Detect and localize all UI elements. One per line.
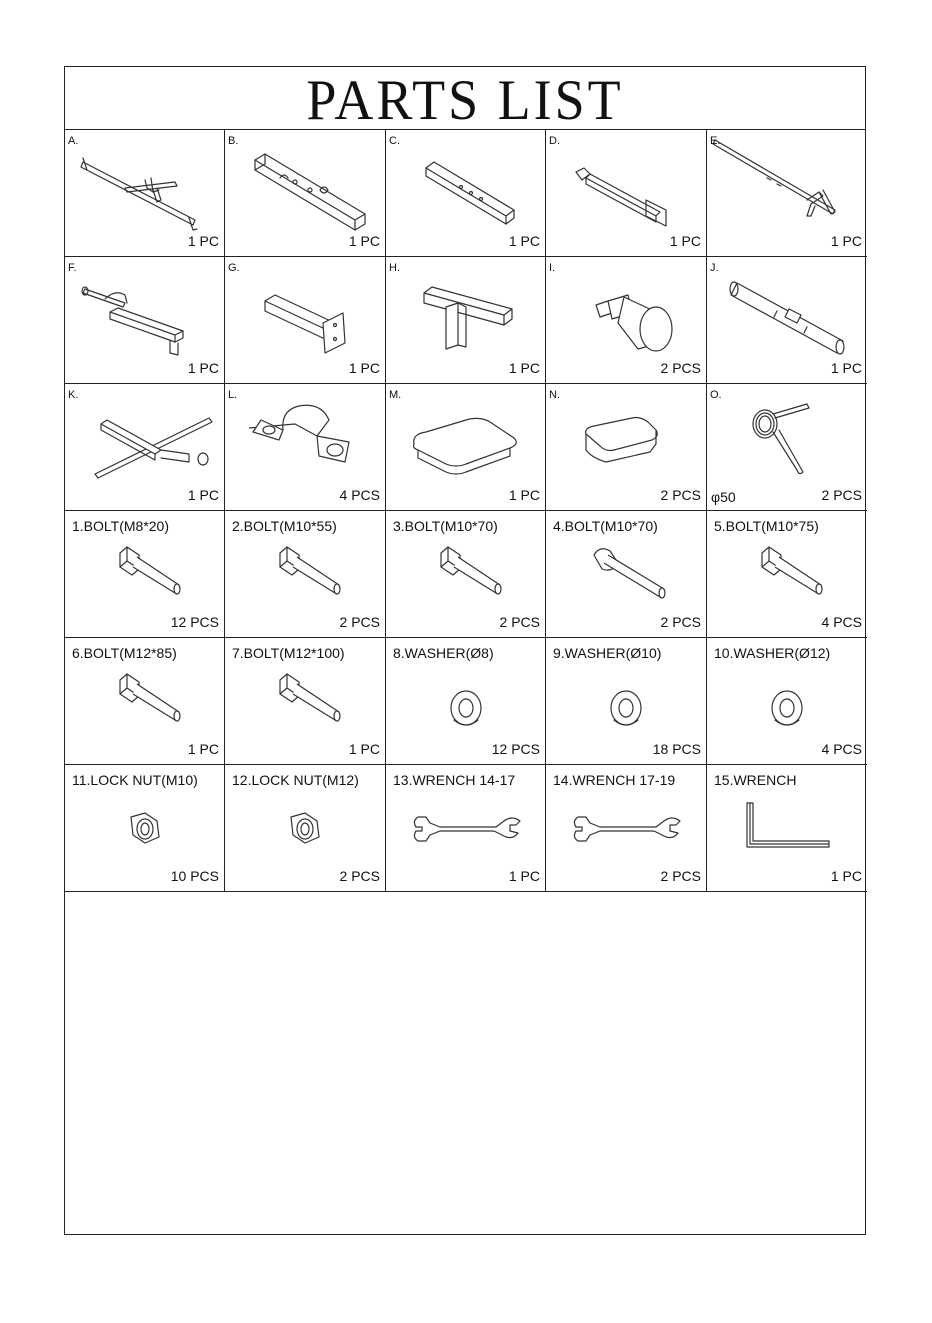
part-cell (65, 638, 225, 765)
part-quantity: 2 PCS (660, 360, 701, 376)
part-quantity: 1 PC (187, 360, 219, 376)
part-cell (225, 638, 386, 765)
part-cell (65, 257, 225, 384)
part-quantity: 10 PCS (170, 868, 219, 884)
part-cell (707, 130, 867, 257)
part-quantity: 4 PCS (339, 487, 380, 503)
title-row (65, 67, 865, 130)
part-cell (707, 638, 867, 765)
part-letter: K. (68, 389, 79, 401)
part-cell (225, 384, 386, 511)
part-quantity: 1 PC (508, 233, 540, 249)
part-quantity: 4 PCS (821, 614, 862, 630)
part-quantity: 1 PC (348, 360, 380, 376)
part-letter: H. (389, 262, 400, 274)
part-quantity: 1 PC (187, 487, 219, 503)
part-letter: M. (389, 389, 402, 401)
part-quantity: 2 PCS (660, 487, 701, 503)
part-name: 8.WASHER(Ø8) (393, 645, 494, 661)
part-cell (546, 765, 707, 892)
part-letter: F. (68, 262, 77, 274)
part-cell (546, 257, 707, 384)
part-quantity: 12 PCS (491, 741, 540, 757)
part-letter: B. (228, 135, 239, 147)
part-quantity: 2 PCS (821, 487, 862, 503)
part-quantity: 12 PCS (170, 614, 219, 630)
part-cell (386, 511, 546, 638)
part-letter: G. (228, 262, 240, 274)
part-quantity: 1 PC (187, 741, 219, 757)
part-quantity: 1 PC (508, 868, 540, 884)
part-letter: A. (68, 135, 79, 147)
part-quantity: 1 PC (830, 360, 862, 376)
part-quantity: 2 PCS (339, 868, 380, 884)
part-name: 5.BOLT(M10*75) (714, 518, 819, 534)
part-name: 3.BOLT(M10*70) (393, 518, 498, 534)
parts-list-sheet (64, 66, 866, 1235)
part-letter: I. (549, 262, 556, 274)
part-name: 6.BOLT(M12*85) (72, 645, 177, 661)
part-quantity: 1 PC (348, 233, 380, 249)
part-cell (386, 638, 546, 765)
part-letter: J. (710, 262, 719, 274)
part-name: 9.WASHER(Ø10) (553, 645, 662, 661)
part-letter: O. (710, 389, 722, 401)
part-name: 2.BOLT(M10*55) (232, 518, 337, 534)
part-cell (65, 511, 225, 638)
part-cell (225, 511, 386, 638)
part-cell (225, 257, 386, 384)
part-name: 7.BOLT(M12*100) (232, 645, 345, 661)
part-cell (225, 765, 386, 892)
part-cell (386, 257, 546, 384)
part-quantity: 1 PC (830, 868, 862, 884)
part-quantity: 1 PC (830, 233, 862, 249)
part-cell (707, 511, 867, 638)
part-cell (546, 638, 707, 765)
part-cell (546, 384, 707, 511)
part-quantity: 1 PC (348, 741, 380, 757)
part-cell (707, 765, 867, 892)
part-cell (65, 130, 225, 257)
part-quantity: 2 PCS (339, 614, 380, 630)
part-letter: L. (228, 389, 238, 401)
part-quantity: 18 PCS (652, 741, 701, 757)
part-cell (546, 511, 707, 638)
part-cell (707, 257, 867, 384)
part-name: 14.WRENCH 17-19 (553, 772, 676, 788)
part-cell (386, 384, 546, 511)
part-cell (707, 384, 867, 511)
page-title: PARTS LIST (306, 68, 624, 132)
part-quantity: 1 PC (508, 360, 540, 376)
part-name: 11.LOCK NUT(M10) (72, 772, 198, 788)
part-quantity: 1 PC (669, 233, 701, 249)
part-letter: D. (549, 135, 560, 147)
part-name: 15.WRENCH (714, 772, 797, 788)
part-cell (65, 384, 225, 511)
part-cell (225, 130, 386, 257)
parts-grid (65, 130, 865, 892)
blank-area (65, 891, 865, 1234)
part-cell (386, 130, 546, 257)
part-diameter-label: φ50 (711, 489, 736, 505)
part-name: 10.WASHER(Ø12) (714, 645, 831, 661)
part-quantity: 4 PCS (821, 741, 862, 757)
part-letter: E. (710, 135, 721, 147)
part-name: 4.BOLT(M10*70) (553, 518, 658, 534)
part-letter: C. (389, 135, 400, 147)
part-cell (65, 765, 225, 892)
part-name: 1.BOLT(M8*20) (72, 518, 169, 534)
part-quantity: 1 PC (187, 233, 219, 249)
part-name: 13.WRENCH 14-17 (393, 772, 516, 788)
part-cell (546, 130, 707, 257)
part-name: 12.LOCK NUT(M12) (232, 772, 359, 788)
part-letter: N. (549, 389, 560, 401)
part-quantity: 2 PCS (660, 868, 701, 884)
part-quantity: 1 PC (508, 487, 540, 503)
part-cell (386, 765, 546, 892)
part-quantity: 2 PCS (499, 614, 540, 630)
part-quantity: 2 PCS (660, 614, 701, 630)
